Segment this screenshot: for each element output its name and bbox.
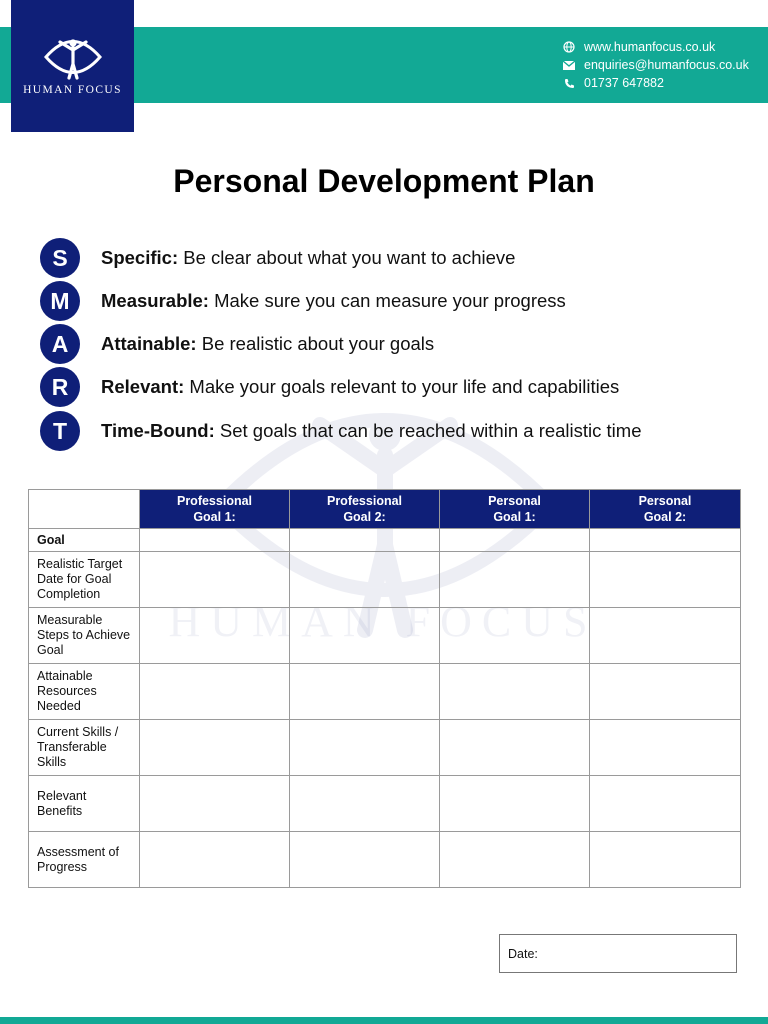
smart-letter-badge: R [40, 367, 80, 407]
phone-text: 01737 647882 [584, 76, 664, 90]
smart-description [101, 290, 566, 312]
smart-row-time-bound [40, 412, 642, 450]
goal-input-cell[interactable] [290, 720, 440, 776]
date-label: Date: [508, 947, 538, 961]
goal-input-cell[interactable] [590, 720, 741, 776]
column-header-personal-goal-2: Personal Goal 2: [590, 490, 741, 529]
smart-description [101, 376, 619, 398]
goal-input-cell[interactable] [440, 720, 590, 776]
globe-icon [562, 41, 576, 53]
date-field[interactable] [499, 934, 737, 973]
goal-input-cell[interactable] [290, 552, 440, 608]
goal-input-cell[interactable] [140, 776, 290, 832]
smart-letter-badge: A [40, 324, 80, 364]
row-label: Measurable Steps to Achieve Goal [29, 608, 140, 664]
goal-input-cell[interactable] [290, 664, 440, 720]
goal-input-cell[interactable] [140, 552, 290, 608]
website-text: www.humanfocus.co.uk [584, 40, 716, 54]
phone-icon [562, 77, 576, 89]
smart-letter-badge: S [40, 238, 80, 278]
goal-input-cell[interactable] [440, 776, 590, 832]
smart-description [101, 333, 434, 355]
smart-term: Relevant: [101, 376, 185, 397]
goal-input-cell[interactable] [140, 529, 290, 552]
goal-input-cell[interactable] [140, 832, 290, 888]
goal-input-cell[interactable] [140, 720, 290, 776]
footer-bar [0, 1017, 768, 1024]
email-icon [562, 59, 576, 71]
smart-row-relevant [40, 368, 619, 406]
watermark-wordmark: HUMAN FOCUS [168, 597, 598, 646]
goal-input-cell[interactable] [590, 776, 741, 832]
email-text: enquiries@humanfocus.co.uk [584, 58, 749, 72]
contact-website[interactable] [562, 38, 749, 56]
table-row-assessment [29, 832, 741, 888]
goal-input-cell[interactable] [590, 832, 741, 888]
goal-input-cell[interactable] [290, 608, 440, 664]
goal-input-cell[interactable] [440, 832, 590, 888]
table-row-target-date [29, 552, 741, 608]
smart-term: Attainable: [101, 333, 197, 354]
column-header-professional-goal-1: Professional Goal 1: [140, 490, 290, 529]
table-row-benefits [29, 776, 741, 832]
smart-row-measurable [40, 282, 566, 320]
goal-input-cell[interactable] [290, 832, 440, 888]
contact-info [562, 38, 749, 92]
smart-term: Measurable: [101, 290, 209, 311]
goal-input-cell[interactable] [590, 529, 741, 552]
contact-email[interactable] [562, 56, 749, 74]
table-row-skills [29, 720, 741, 776]
smart-row-specific [40, 239, 515, 277]
row-label: Assessment of Progress [29, 832, 140, 888]
smart-detail: Set goals that can be reached within a realistic time [214, 420, 642, 441]
row-label: Realistic Target Date for Goal Completion [29, 552, 140, 608]
smart-letter-badge: M [40, 281, 80, 321]
development-plan-table [28, 489, 741, 888]
goal-input-cell[interactable] [590, 664, 741, 720]
page-title: Personal Development Plan [173, 163, 595, 199]
goal-input-cell[interactable] [440, 529, 590, 552]
smart-description [101, 247, 515, 269]
goal-input-cell[interactable] [140, 664, 290, 720]
column-header-personal-goal-1: Personal Goal 1: [440, 490, 590, 529]
human-focus-logo [11, 0, 134, 132]
smart-row-attainable [40, 325, 434, 363]
goal-input-cell[interactable] [290, 529, 440, 552]
table-header-row [29, 490, 741, 529]
smart-description [101, 420, 642, 442]
smart-detail: Make sure you can measure your progress [208, 290, 566, 311]
goal-input-cell[interactable] [590, 552, 741, 608]
goal-input-cell[interactable] [140, 608, 290, 664]
header-corner-cell [29, 490, 140, 529]
goal-input-cell[interactable] [440, 552, 590, 608]
table-row-goal [29, 529, 741, 552]
goal-input-cell[interactable] [290, 776, 440, 832]
smart-term: Specific: [101, 247, 179, 268]
smart-letter-badge: T [40, 411, 80, 451]
row-label: Relevant Benefits [29, 776, 140, 832]
contact-phone[interactable] [562, 74, 749, 92]
logo-figure-icon [38, 34, 108, 80]
smart-term: Time-Bound: [101, 420, 215, 441]
smart-detail: Be clear about what you want to achieve [178, 247, 516, 268]
logo-wordmark: HUMAN FOCUS [23, 84, 122, 96]
row-label: Current Skills / Transferable Skills [29, 720, 140, 776]
smart-detail: Be realistic about your goals [196, 333, 435, 354]
row-label: Goal [29, 529, 140, 552]
smart-detail: Make your goals relevant to your life and capabilities [184, 376, 620, 397]
goal-input-cell[interactable] [440, 664, 590, 720]
row-label: Attainable Resources Needed [29, 664, 140, 720]
goal-input-cell[interactable] [440, 608, 590, 664]
column-header-professional-goal-2: Professional Goal 2: [290, 490, 440, 529]
table-row-measurable-steps [29, 608, 741, 664]
table-row-resources [29, 664, 741, 720]
goal-input-cell[interactable] [590, 608, 741, 664]
